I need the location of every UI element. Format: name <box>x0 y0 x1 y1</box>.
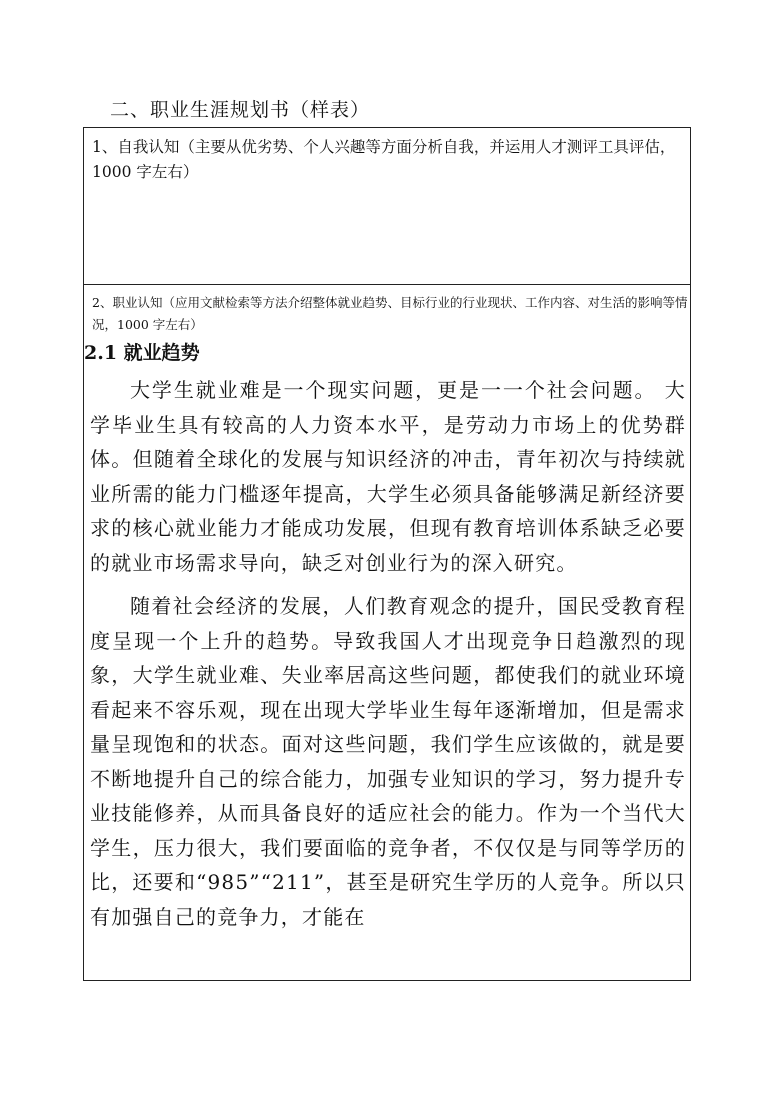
career-plan-table <box>83 127 691 981</box>
paragraph: 大学生就业难是一个现实问题，更是一一个社会问题。 大学毕业生具有较高的人力资本水平，是劳动力市场上的优势群体。但随着全球化的发展与知识经济的冲击，青年初次与持续就业所需的能力门槛逐年提高，大学生必须具备能够满足新经济要求的核心就业能力才能成功发展，但现有教育培训体系缺乏必要的就业市场需求导向，缺乏对创业行为的深入研究。 <box>90 378 686 575</box>
paragraph: 随着社会经济的发展，人们教育观念的提升，国民受教育程度呈现一个上升的趋势。导致我国人才出现竞争日趋激烈的现象，大学生就业难、失业率居高这些问题，都使我们的就业环境看起来不容乐观，现在出现大学毕业生每年逐渐增加，但是需求量呈现饱和的状态。面对这些问题，我们学生应该做的，就是要不断地提升自己的综合能力，加强专业知识的学习，努力提升专业技能修养，从而具备良好的适应社会的能力。作为一个当代大学生，压力很大，我们要面临的竞争者，不仅仅是与同等学历的比，还要和“985”“211”，甚至是研究生学历的人竞争。所以只有加强自己的竞争力，才能在 <box>90 594 686 929</box>
employment-trend-heading: 2.1 就业趋势 <box>84 342 200 364</box>
career-awareness-prompt: 2、职业认知（应用文献检索等方法介绍整体就业趋势、目标行业的行业现状、工作内容、对生活的影响等情况，1000 字左右） <box>92 295 688 332</box>
career-awareness-cell <box>84 285 690 980</box>
page-heading: 二、职业生涯规划书（样表） <box>110 99 371 121</box>
self-awareness-cell <box>84 128 690 285</box>
self-awareness-prompt: 1、自我认知（主要从优劣势、个人兴趣等方面分析自我，并运用人才测评工具评估，1000 字左右） <box>92 138 676 181</box>
